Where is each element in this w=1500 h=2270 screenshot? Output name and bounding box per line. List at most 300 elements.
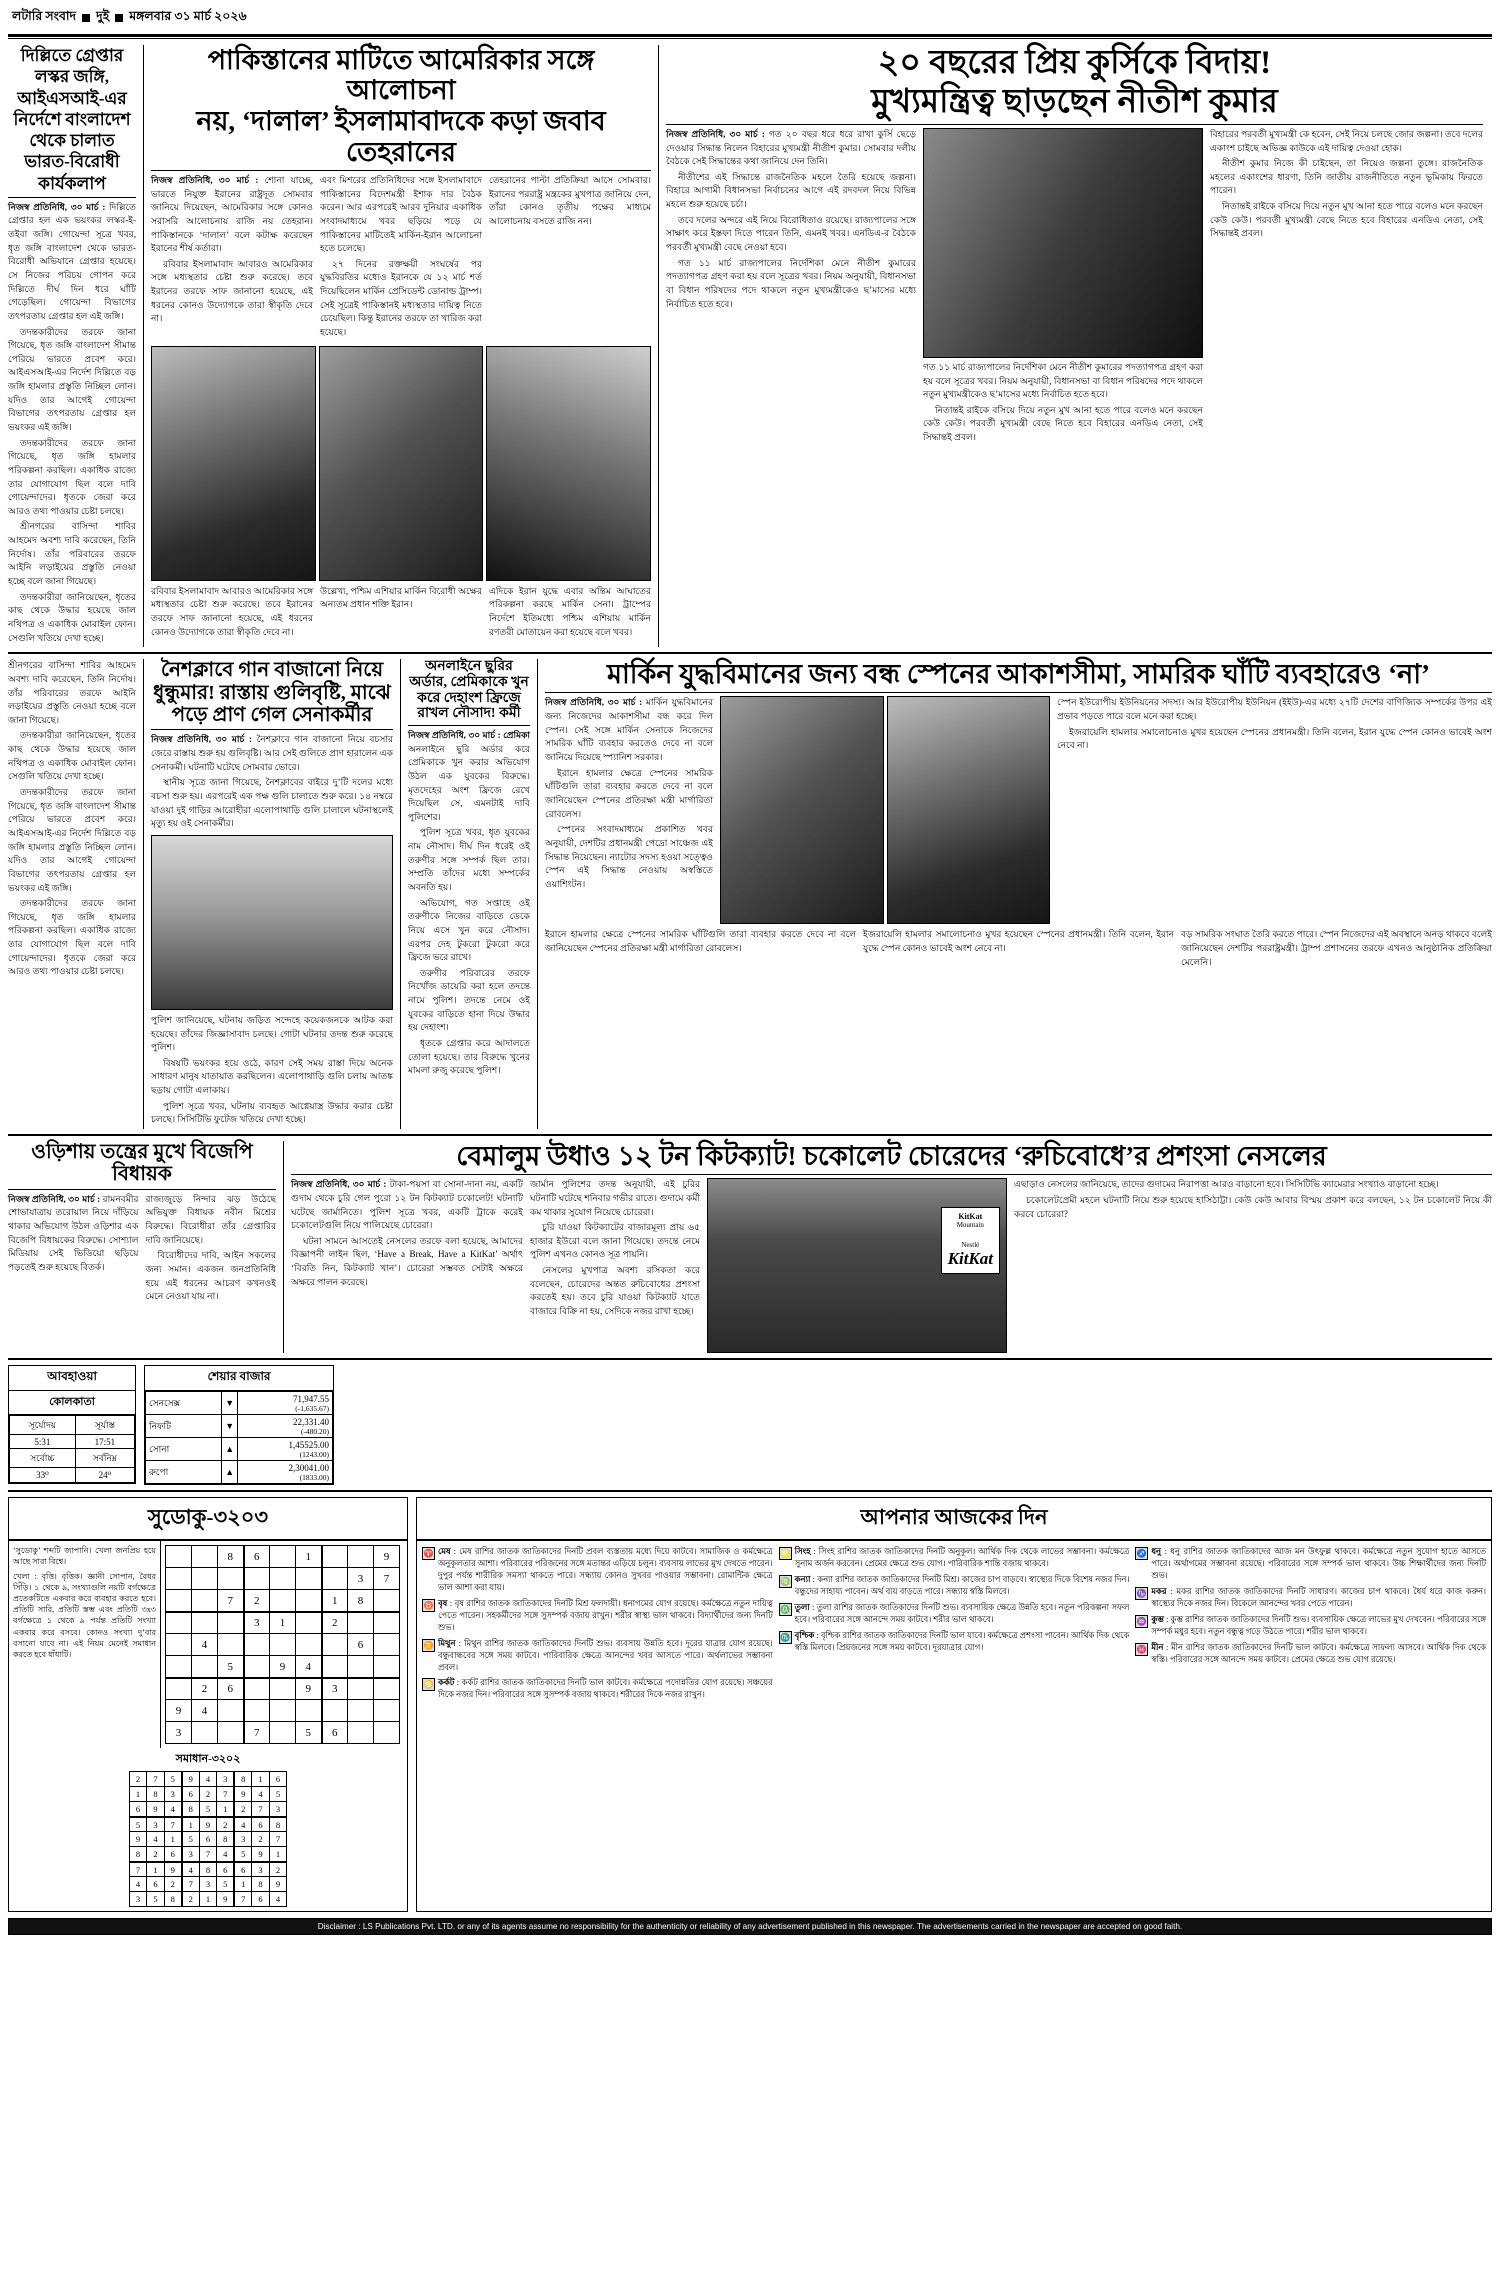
solution-cell: 9 <box>164 1862 182 1877</box>
solution-cell: 2 <box>164 1877 182 1892</box>
paragraph: অনলাইনে ছুরি অর্ডার করে প্রেমিকাকে খুন করার অভিযোগ উঠল এক যুবকের বিরুদ্ধে। মৃতদেহের অংশ ফ্রিজে রেখে দিয়েছিল সে, এমনটাই দাবি পুলিশের। <box>408 743 530 822</box>
paragraph: ২৭ দিনের রক্তক্ষয়ী সংঘর্ষের পর যুদ্ধবিরতির মধ্যেও ইরানকে যে ১২ মার্চ শর্ত দিয়েছিলেন মার্কিন প্রেসিডেন্ট ডোনাল্ড ট্রাম্প। সেই সূত্রেই পাকিস্তানই মধ্যস্থতার দায়িত্ব নিতে চেয়েছিল। কিন্তু ইরানের তরফে তা খারিজ করা হয়েছে। <box>320 258 482 337</box>
photo-trump-portrait <box>887 696 1051 924</box>
paragraph: তদন্তকারীদের তরফে জানা গিয়েছে, ধৃত জঙ্গি হামলার পরিকল্পনা করছিল। একাধিক রাজ্যে তার যোগাযোগ ছিল বলে দাবি গোয়েন্দাদের। ধৃতকে জেরা করে আরও তথ্য পাওয়ার চেষ্টা চলছে। <box>8 437 136 516</box>
sudoku-cell[interactable] <box>322 1568 348 1590</box>
sudoku-cell[interactable] <box>270 1568 296 1590</box>
horoscope-item: ♉ বৃষ : বৃষ রাশির জাতক জাতিকাদের দিনটি মিশ্র ফলদায়ী। ধনাগমের যোগ রয়েছে। কর্মক্ষেত্রে নতুন দায়িত্ব পেতে পারেন। সহকর্মীদের সঙ্গে সুসম্পর্ক বজায় রাখুন। শরীর স্বাস্থ্য ভাল থাকবে। বিদ্যার্থীদের জন্য দিনটি শুভ। <box>423 1598 773 1632</box>
nitish-col-2 <box>923 361 1203 445</box>
sudoku-row <box>166 1722 400 1744</box>
solution-cell: 1 <box>252 1772 270 1787</box>
paragraph: এদিকে ইরান যুদ্ধে এবার অন্তিম আঘাতের পরিকল্পনা করছে মার্কিন সেনা। ট্রাম্পের নির্দেশে ইতিমধ্যে পশ্চিম এশিয়ায় মার্কিন রণতরী মোতায়েন করা হয়েছে বলে খবর। <box>489 585 651 637</box>
spain-col-5 <box>863 928 1174 971</box>
sudoku-cell[interactable] <box>296 1634 322 1656</box>
paragraph: এছাড়াও নেসলের জানিয়েছে, তাদের গুদামের নিরাপত্তা আরও বাড়ানো হবে। সিসিটিভি ক্যামেরার সংখ্যাও বাড়ানো হচ্ছে। <box>1014 1179 1439 1190</box>
index-name: সেনসেক্স <box>146 1392 222 1415</box>
solution-cell: 3 <box>269 1802 287 1817</box>
sudoku-cell[interactable] <box>166 1634 192 1656</box>
sudoku-cell[interactable]: 4 <box>296 1656 322 1678</box>
sudoku-cell[interactable]: 2 <box>322 1612 348 1634</box>
sudoku-cell[interactable] <box>270 1546 296 1568</box>
byline: নিজস্ব প্রতিনিধি, ৩০ মার্চ : <box>151 734 252 745</box>
sudoku-cell[interactable] <box>244 1700 270 1722</box>
iran-col-1 <box>151 174 313 342</box>
solution-cell: 4 <box>129 1877 147 1892</box>
sudoku-cell[interactable]: 1 <box>270 1612 296 1634</box>
sudoku-cell[interactable] <box>218 1722 244 1744</box>
kitkat-story <box>283 1141 1492 1353</box>
solution-cell: 5 <box>199 1802 217 1817</box>
zodiac-sign-name: মেষ <box>438 1547 451 1557</box>
zodiac-text: মিথুন রাশির জাতক জাতিকাদের দিনটি শুভ। ব্যবসায় উন্নতি হবে। দূরের যাত্রার যোগ রয়েছে। বন্ধুবান্ধবের সঙ্গে সময় কাটবে। পারিবারিক ক্ষেত্রে আনন্দের খবর আসতে পারে। অর্থলাভের সম্ভাবনা প্রবল। <box>438 1638 773 1672</box>
photo-nitish-kumar <box>923 128 1203 358</box>
paragraph: তদন্তকারীদের তরফে জানা গিয়েছে, ধৃত জঙ্গি হামলার পরিকল্পনা করছিল। একাধিক রাজ্যে তার যোগাযোগ ছিল বলে দাবি গোয়েন্দাদের। ধৃতকে জেরা করে আরও তথ্য পাওয়ার চেষ্টা চলছে। <box>8 898 136 977</box>
sudoku-cell[interactable]: 6 <box>218 1678 244 1700</box>
solution-cell: 1 <box>199 1892 217 1907</box>
spain-airspace-story <box>537 659 1492 1129</box>
zodiac-text: কন্যা রাশির জাতক জাতিকাদের দিনটি মিশ্র। কাজের চাপ বাড়বে। স্বাস্থ্যের দিকে বিশেষ নজর দিন। বন্ধুদের সাহায্য পাবেন। অর্থ ব্যয় বাড়তে পারে। সন্ধ্যায় স্বস্তি মিলবে। <box>794 1575 1130 1597</box>
publication-date: মঙ্গলবার ৩১ মার্চ ২০২৬ <box>129 9 247 23</box>
table-row <box>10 1416 135 1435</box>
paragraph: তদন্তকারীরা জানিয়েছেন, ধৃতের কাছ থেকে উদ্ধার হয়েছে জাল নথিপত্র ও একাধিক মোবাইল ফোন। সেগুলি খতিয়ে দেখা হচ্ছে। <box>8 591 136 643</box>
sudoku-cell[interactable] <box>348 1700 374 1722</box>
zodiac-libra-icon: ♎ <box>779 1603 792 1616</box>
solution-cell: 6 <box>199 1832 217 1847</box>
paragraph: বড় সামরিক সংঘাত তৈরি করতে পারে। স্পেন নিজেদের এই অবস্থানে অনড় থাকবে বলেই জানিয়েছেন দেশটির পররাষ্ট্রমন্ত্রী। ট্রাম্প প্রশাসনের তরফে এখনও আনুষ্ঠানিক প্রতিক্রিয়া মেলেনি। <box>1181 929 1492 967</box>
sudoku-cell[interactable]: 1 <box>296 1546 322 1568</box>
odisha-story <box>8 1141 276 1353</box>
photo-gun-firing <box>151 835 393 1010</box>
sudoku-cell[interactable] <box>374 1590 400 1612</box>
index-value: 71,947.55 <box>293 1393 329 1404</box>
divider <box>8 1189 276 1190</box>
solution-cell: 8 <box>129 1847 147 1862</box>
solution-cell: 6 <box>182 1787 200 1802</box>
sudoku-row <box>166 1634 400 1656</box>
zodiac-text: কুম্ভ রাশির জাতক জাতিকাদের দিনটি শুভ। ব্যবসায়িক ক্ষেত্রে লাভের মুখ দেখবেন। পরিবারের সঙ্গে সম্পর্ক মধুর হবে। নতুন বন্ধুত্ব গড়ে উঠতে পারে। শরীর ভাল থাকবে। <box>1151 1614 1487 1636</box>
solution-cell: 1 <box>234 1877 252 1892</box>
solution-cell: 1 <box>182 1817 200 1832</box>
sudoku-row <box>166 1546 400 1568</box>
sudoku-solution-grid <box>129 1771 288 1907</box>
solution-cell: 9 <box>182 1772 200 1787</box>
solution-cell: 7 <box>129 1862 147 1877</box>
solution-cell: 1 <box>217 1802 235 1817</box>
sudoku-cell[interactable] <box>166 1656 192 1678</box>
sudoku-cell[interactable] <box>348 1546 374 1568</box>
sudoku-cell[interactable] <box>244 1656 270 1678</box>
sudoku-cell[interactable]: 5 <box>296 1722 322 1744</box>
sudoku-cell[interactable]: 4 <box>192 1700 218 1722</box>
paragraph: ইজরায়েলি হামলার সমালোচনাও মুখর হয়েছেন স্পেনের প্রধানমন্ত্রী। তিনি বলেন, ইরান যুদ্ধে স্পেন কোনও ভাবেই অংশ নেবে না। <box>863 929 1174 954</box>
iran-col-2 <box>320 174 482 342</box>
sudoku-title: সুডোকু-৩২০৩ <box>9 1498 407 1541</box>
solution-cell: 8 <box>269 1817 287 1832</box>
fridge-murder-headline: অনলাইনে ছুরির অর্ডার, প্রেমিকাকে খুন করে দেহাংশ ফ্রিজে রাখল নৌসাদ! কর্মী <box>409 659 529 722</box>
paragraph: গত ১১ মার্চ রাজ্যপালের নির্দেশিকা মেনে নীতীশ কুমারের পদত্যাগপত্র গ্রহণ করা হয় বলে সূত্রের খবর। নিয়ম অনুযায়ী, বিধানসভা বা বিধান পরিষদের পদে থাকলে নতুন মুখ্যমন্ত্রীকেও ছ’মাসের মধ্যে নির্বাচিত হতে হবে। <box>923 361 1203 400</box>
horoscope-item: ♎ তুলা : তুলা রাশির জাতক জাতিকাদের দিনটি শুভ। ব্যবসায়িক ক্ষেত্রে উন্নতি হবে। নতুন পরিকল্পনা সফল হবে। পরিবারের সঙ্গে আনন্দে সময় কাটবে। শরীর ভাল থাকবে। <box>780 1602 1130 1624</box>
zodiac-scorpio-icon: ♏ <box>779 1631 792 1644</box>
paragraph: গত ২০ বছর ধরে ধরে রাখা কুর্সি ছেড়ে দেওয়ার সিদ্ধান্ত নিলেন বিহারের মুখ্যমন্ত্রী নীতীশ কুমার। সোমবার দলীয় বৈঠকে সেই সিদ্ধান্তের কথা জানিয়ে দেন তিনি। <box>666 128 916 167</box>
paragraph: ইরানে হামলার ক্ষেত্রে স্পেনের সামরিক ঘাঁটিগুলি তারা ব্যবহার করতে দেবে না বলে জানিয়েছেন স্পেনের প্রতিরক্ষা মন্ত্রী মার্গারিতা রোবলেস। <box>545 929 856 954</box>
disclaimer-bar: Disclaimer : LS Publications Pvt. LTD. or any of its agents assume no responsibility for the authenticity or reliability of any advertisement published in this newspaper. The advertisements carried in the newspaper are accepted on good faith. <box>8 1918 1492 1935</box>
masthead-rule-thin <box>8 38 1492 39</box>
spain-col-6 <box>1181 928 1492 971</box>
sudoku-cell[interactable]: 1 <box>322 1590 348 1612</box>
sudoku-cell[interactable] <box>374 1656 400 1678</box>
sudoku-cell[interactable]: 3 <box>348 1568 374 1590</box>
horoscope-box <box>416 1497 1492 1912</box>
zodiac-sign-name: কর্কট <box>438 1678 455 1688</box>
solution-cell: 8 <box>164 1892 182 1907</box>
paragraph: রবিবার ইসলামাবাদ আবারও আমেরিকার সঙ্গে মধ্যস্থতার চেষ্টা শুরু করেছে। তবে ইরানের তরফে সাফ জানানো হয়েছে, এই ধরনের কোনও উদ্যোগকে তারা স্বীকৃতি দেবে না। <box>151 585 313 637</box>
zodiac-sign-name: বৃষ <box>438 1598 448 1608</box>
sudoku-cell[interactable] <box>192 1590 218 1612</box>
byline: নিজস্ব প্রতিনিধি, ৩০ মার্চ : <box>545 697 643 708</box>
zodiac-text: বৃষ রাশির জাতক জাতিকাদের দিনটি মিশ্র ফলদায়ী। ধনাগমের যোগ রয়েছে। কর্মক্ষেত্রে নতুন দায়িত্ব পেতে পারেন। সহকর্মীদের সঙ্গে সুসম্পর্ক বজায় রাখুন। শরীর স্বাস্থ্য ভাল থাকবে। বিদ্যার্থীদের জন্য দিনটি শুভ। <box>438 1598 773 1632</box>
solution-cell: 5 <box>147 1892 165 1907</box>
solution-cell: 8 <box>182 1802 200 1817</box>
sudoku-cell[interactable]: 7 <box>244 1722 270 1744</box>
solution-cell: 7 <box>182 1877 200 1892</box>
paragraph: মার্কিন যুদ্ধবিমানের জন্য নিজেদের আকাশসীমা বন্ধ করে দিল স্পেন। সেই সঙ্গে মার্কিন সেনাকে নিজেদের সামরিক ঘাঁটি ব্যবহার করতেও দেবে না বলে জানিয়ে দিয়েছে স্প্যানিশ সরকার। <box>545 697 713 763</box>
table-row <box>146 1415 333 1438</box>
sudoku-cell[interactable]: 4 <box>192 1634 218 1656</box>
nitish-col-1 <box>666 128 916 311</box>
horoscope-item: ♒ কুম্ভ : কুম্ভ রাশির জাতক জাতিকাদের দিনটি শুভ। ব্যবসায়িক ক্ষেত্রে লাভের মুখ দেখবেন। পরিবারের সঙ্গে সম্পর্ক মধুর হবে। নতুন বন্ধুত্ব গড়ে উঠতে পারে। শরীর ভাল থাকবে। <box>1136 1614 1487 1636</box>
sudoku-cell[interactable] <box>166 1612 192 1634</box>
paragraph: ইজরায়েলি হামলার সমালোচনাও মুখর হয়েছেন স্পেনের প্রধানমন্ত্রী। তিনি বলেন, ইরান যুদ্ধে স্পেন কোনও ভাবেই অংশ নেবে না। <box>1057 726 1492 751</box>
paragraph: নীতীশের এই সিদ্ধান্তে রাজনৈতিক মহলে তৈরি হয়েছে জল্পনা। বিহারে আগামী বিধানসভা নির্বাচনের আগে এই রদবদল নিয়ে বিভিন্ন মহলে শুরু হয়েছে চর্চা। <box>666 171 916 210</box>
solution-cell: 7 <box>252 1802 270 1817</box>
solution-cell: 3 <box>199 1877 217 1892</box>
zodiac-sign-name: কন্যা <box>794 1575 811 1585</box>
sudoku-cell[interactable] <box>218 1612 244 1634</box>
solution-cell: 1 <box>147 1862 165 1877</box>
solution-row <box>129 1862 287 1877</box>
solution-cell: 3 <box>182 1847 200 1862</box>
solution-cell: 7 <box>199 1847 217 1862</box>
sudoku-cell[interactable] <box>244 1568 270 1590</box>
sudoku-cell[interactable]: 9 <box>166 1700 192 1722</box>
paragraph: তেহরানের পাল্টা প্রতিক্রিয়া আসে সোমবার। ইরানের পররাষ্ট্র মন্ত্রকের মুখপাত্র জানিয়ে দেন, তাঁরা কোনও তৃতীয় পক্ষের মাধ্যমে আলোচনায় বসতে রাজি নন। <box>489 174 651 226</box>
paragraph: গত ১১ মার্চ রাজ্যপালের নির্দেশিকা মেনে নীতীশ কুমারের পদত্যাগপত্র গ্রহণ করা হয় বলে সূত্রের খবর। নিয়ম অনুযায়ী, বিধানসভা বা বিধান পরিষদের পদে থাকলে নতুন মুখ্যমন্ত্রীকেও ছ’মাসের মধ্যে নির্বাচিত হতে হবে। <box>666 257 916 309</box>
sudoku-cell[interactable] <box>296 1700 322 1722</box>
sudoku-cell[interactable] <box>322 1634 348 1656</box>
zodiac-sign-name: কুম্ভ <box>1151 1614 1164 1624</box>
sudoku-cell[interactable] <box>348 1678 374 1700</box>
commodity-value: 1,45525.00 <box>288 1439 329 1450</box>
fridge-murder-story <box>400 659 530 1129</box>
photo-donald-trump <box>486 346 651 581</box>
arrow-down-icon: ▼ <box>222 1415 238 1438</box>
sudoku-cell[interactable] <box>270 1634 296 1656</box>
paragraph: তদন্তকারীদের তরফে জানা গিয়েছে, ধৃত জঙ্গি বাংলাদেশ সীমান্ত পেরিয়ে ভারতে প্রবেশ করে। আইএসআই-এর নির্দেশ দিল্লিতে বড় জঙ্গি হামলার প্রস্তুতি নিচ্ছিল লোন। যদিও তার আগেই গোয়েন্দা বিভাগের তৎপরতায় গ্রেপ্তার হল ভয়ংকর এই জঙ্গি। <box>8 787 136 893</box>
divider <box>151 170 651 171</box>
sudoku-cell[interactable]: 9 <box>374 1546 400 1568</box>
zodiac-cancer-icon: ♋ <box>422 1678 435 1691</box>
spain-col-1 <box>545 696 713 891</box>
solution-cell: 9 <box>129 1832 147 1847</box>
iran-col-6 <box>489 585 651 642</box>
solution-cell: 9 <box>269 1877 287 1892</box>
section-divider <box>8 652 1492 654</box>
sudoku-row <box>166 1568 400 1590</box>
kitkat-pack-label <box>941 1207 1000 1274</box>
nightclub-headline: নৈশক্লাবে গান বাজানো নিয়ে ধুন্ধুমার! রাস্তায় গুলিবৃষ্টি, মাঝে পড়ে প্রাণ গেল সেনাকর্মীর <box>153 659 391 727</box>
masthead-rule-thick <box>8 34 1492 37</box>
paragraph: উল্লেখ্য, পশ্চিম এশিয়ার মার্কিন বিরোধী অক্ষের অন্যতম প্রধান শক্তি ইরান। <box>320 585 482 610</box>
sudoku-cell[interactable]: 6 <box>244 1546 270 1568</box>
solution-cell: 6 <box>147 1877 165 1892</box>
paragraph: চুরি যাওয়া কিটক্যাটের বাজারমূল্য প্রায় ৬৫ হাজার ইউরো বলে জানা গিয়েছে। তদন্তে নেমে পুলিশ এখনও কোনও সূত্র পায়নি। <box>530 1222 700 1260</box>
paragraph: বিষয়টি ভয়ংকর হয়ে ওঠে, কারণ সেই সময় রাস্তা দিয়ে অনেক সাধারণ মানুষ যাতায়াত করছিলেন। এলোপাথাড়ি গুলি চলায় আতঙ্ক ছড়ায় গোটা এলাকায়। <box>151 1057 393 1096</box>
sudoku-cell[interactable]: 6 <box>322 1722 348 1744</box>
sudoku-cell[interactable] <box>244 1634 270 1656</box>
sudoku-cell[interactable]: 9 <box>270 1656 296 1678</box>
sudoku-cell[interactable]: 7 <box>218 1590 244 1612</box>
iran-headline-line1: পাকিস্তানের মাটিতে আমেরিকার সঙ্গে আলোচনা <box>207 45 595 106</box>
zodiac-virgo-icon: ♍ <box>779 1575 792 1588</box>
zodiac-sign-name: বৃশ্চিক <box>794 1630 815 1640</box>
sudoku-cell[interactable] <box>322 1700 348 1722</box>
sunrise-value: 5:31 <box>10 1435 76 1449</box>
mid-section <box>8 659 1492 1129</box>
weather-box <box>8 1365 136 1484</box>
sudoku-cell[interactable] <box>374 1722 400 1744</box>
commodity-name: রুপো <box>146 1461 222 1484</box>
sudoku-cell[interactable] <box>374 1700 400 1722</box>
kitkat-col-1 <box>291 1178 523 1353</box>
solution-cell: 4 <box>164 1802 182 1817</box>
solution-cell: 9 <box>217 1892 235 1907</box>
zodiac-sign-name: তুলা <box>794 1602 810 1612</box>
sudoku-row <box>166 1656 400 1678</box>
paper-name: লটারি সংবাদ <box>12 9 77 23</box>
solution-cell: 5 <box>234 1847 252 1862</box>
top-section <box>8 45 1492 647</box>
sudoku-cell[interactable]: 6 <box>348 1634 374 1656</box>
byline: নিজস্ব প্রতিনিধি, ৩০ মার্চ : <box>291 1179 387 1190</box>
commodity-value: 2,30041.00 <box>288 1462 329 1473</box>
solution-cell: 2 <box>269 1862 287 1877</box>
iran-photo-row <box>151 346 651 581</box>
zodiac-text: মকর রাশির জাতক জাতিকাদের দিনটি সাধারণ। কাজের চাপ থাকবে। ধৈর্য ধরে কাজ করুন। স্বাস্থ্যের দিকে নজর দিন। বিকেলে আনন্দের খবর পেতে পারেন। <box>1151 1587 1487 1608</box>
horoscope-item: ♐ ধনু : ধনু রাশির জাতক জাতিকাদের আজ মন উৎফুল্ল থাকবে। কর্মক্ষেত্রে নতুন সুযোগ হাতে আসতে পারে। অর্থাগমের সম্ভাবনা রয়েছে। পরিবারের সঙ্গে সম্পর্ক ভাল থাকবে। উচ্চ শিক্ষার্থীদের জন্য দিনটি শুভ। <box>1136 1547 1487 1581</box>
sudoku-row <box>166 1590 400 1612</box>
paragraph: শ্রীনগরের বাসিন্দা শাবির আহমেদ অবশ্য দাবি করেছেন, তিনি নির্দোষ। তাঁর পরিবারের তরফে আইনি লড়াইয়ের প্রস্তুতি নেওয়া হচ্ছে বলে জানা গিয়েছে। <box>8 660 136 725</box>
sudoku-cell[interactable] <box>270 1590 296 1612</box>
sudoku-cell[interactable] <box>296 1612 322 1634</box>
paragraph: তবে দলের অন্দরে এই নিয়ে বিরোধিতাও রয়েছে। রাজ্যপালের সঙ্গে সাক্ষাৎ করে ইস্তফা দিতে পারেন তিনি, এমনই খবর। এনডিএ-র বৈঠকে পরবর্তী মুখ্যমন্ত্রী বেছে নেওয়া হবে। <box>666 214 916 253</box>
nightclub-shooting-story <box>143 659 393 1129</box>
sudoku-cell[interactable]: 2 <box>192 1678 218 1700</box>
sudoku-cell[interactable] <box>348 1612 374 1634</box>
divider <box>408 725 530 726</box>
sudoku-cell[interactable] <box>374 1612 400 1634</box>
sudoku-cell[interactable]: 8 <box>348 1590 374 1612</box>
sudoku-cell[interactable] <box>296 1590 322 1612</box>
paragraph: ঘটনা সামনে আসতেই নেসলের তরফে বলা হয়েছে, আমাদের বিজ্ঞাপনী লাইন ছিল, ‘Have a Break, Have a KitKat’ অর্থাৎ ‘বিরতি নিন, কিটক্যাট খান’। চোরেরা সম্ভবত সেটাই অক্ষরে অক্ষরে পালন করেছে। <box>291 1235 523 1287</box>
sudoku-cell[interactable] <box>270 1700 296 1722</box>
horoscope-title: আপনার আজকের দিন <box>417 1498 1491 1541</box>
left-rail-story <box>8 45 136 647</box>
kitkat-label-sub: Mountain <box>956 1221 984 1230</box>
sudoku-cell[interactable]: 8 <box>218 1546 244 1568</box>
solution-cell: 5 <box>164 1772 182 1787</box>
solution-cell: 2 <box>182 1892 200 1907</box>
sudoku-cell[interactable] <box>322 1656 348 1678</box>
sudoku-cell[interactable] <box>218 1634 244 1656</box>
solution-cell: 2 <box>199 1787 217 1802</box>
nitish-lead-story <box>658 45 1483 647</box>
solution-row <box>129 1877 287 1892</box>
horoscope-item: ♍ কন্যা : কন্যা রাশির জাতক জাতিকাদের দিনটি মিশ্র। কাজের চাপ বাড়বে। স্বাস্থ্যের দিকে বিশেষ নজর দিন। বন্ধুদের সাহায্য পাবেন। অর্থ ব্যয় বাড়তে পারে। সন্ধ্যায় স্বস্তি মিলবে। <box>780 1575 1130 1597</box>
sudoku-cell[interactable]: 9 <box>296 1678 322 1700</box>
solution-row <box>129 1847 287 1862</box>
sudoku-cell[interactable]: 2 <box>244 1590 270 1612</box>
photo-iran-cleric <box>319 346 484 581</box>
square-bullet-icon <box>115 14 123 22</box>
paragraph: নেসলের মুখপাত্র অবশ্য রসিকতা করে বলেছেন, চোরেদের অন্তত রুচিবোধের প্রশংসা করতেই হয়। তবে চুরি যাওয়া কিটক্যাট যাতে বাজারে বিক্রি না হয়, সেদিকে নজর রাখা হচ্ছে। <box>530 1265 700 1317</box>
sudoku-cell[interactable] <box>192 1568 218 1590</box>
solution-cell: 7 <box>164 1817 182 1832</box>
kitkat-wordmark: KitKat <box>947 1249 993 1269</box>
solution-cell: 1 <box>129 1787 147 1802</box>
sudoku-cell[interactable] <box>244 1678 270 1700</box>
solution-cell: 7 <box>147 1772 165 1787</box>
sudoku-cell[interactable]: 3 <box>322 1678 348 1700</box>
sudoku-cell[interactable] <box>166 1568 192 1590</box>
max-temp-value: 33⁰ <box>10 1468 76 1483</box>
zodiac-taurus-icon: ♉ <box>422 1599 435 1612</box>
paragraph: তদন্তকারীদের তরফে জানা গিয়েছে, ধৃত জঙ্গি বাংলাদেশ সীমান্ত পেরিয়ে ভারতে প্রবেশ করে। আইএসআই-এর নির্দেশ দিল্লিতে বড় জঙ্গি হামলার প্রস্তুতি নিচ্ছিল লোন। যদিও তার আগেই গোয়েন্দা বিভাগের তৎপরতায় গ্রেপ্তার হল ভয়ংকর এই জঙ্গি। <box>8 326 136 432</box>
solution-cell: 7 <box>234 1892 252 1907</box>
paragraph: পুলিশ সূত্রে খবর, ঘটনায় ব্যবহৃত আগ্নেয়াস্ত্র উদ্ধার করার চেষ্টা চলছে। সিসিটিভি ফুটেজ খতিয়ে দেখা হচ্ছে। <box>151 1100 393 1125</box>
iran-col-5 <box>320 585 482 642</box>
sudoku-cell[interactable] <box>270 1722 296 1744</box>
solution-cell: 5 <box>129 1817 147 1832</box>
paragraph: রামনবমীর শোভাযাত্রায় তরোয়াল নিয়ে দাঁড়িয়ে থাকার অভিযোগ উঠল ওড়িশার এক বিজেপি বিধায়কের বিরুদ্ধে। সোশ্যাল মিডিয়ায় সেই ভিডিয়ো ছড়িয়ে পড়তেই শুরু হয়েছে বিতর্ক। <box>8 1193 139 1273</box>
index-change: (-1,635.67) <box>295 1403 329 1413</box>
sudoku-cell[interactable] <box>166 1678 192 1700</box>
sudoku-solution-title: সমাধান-৩২০২ <box>175 1753 241 1766</box>
divider <box>151 729 393 730</box>
solution-cell: 8 <box>217 1832 235 1847</box>
zodiac-pisces-icon: ♓ <box>1135 1643 1148 1656</box>
sudoku-cell[interactable] <box>218 1568 244 1590</box>
solution-cell: 4 <box>217 1847 235 1862</box>
sudoku-grid[interactable] <box>165 1545 400 1744</box>
index-change: (-480.20) <box>300 1426 329 1436</box>
bottom-news-section <box>8 1141 1492 1353</box>
solution-cell: 9 <box>199 1817 217 1832</box>
iran-col-4 <box>151 585 313 642</box>
zodiac-sign-name: সিংহ <box>794 1547 811 1557</box>
paragraph: স্থানীয় সূত্রে জানা গিয়েছে, নৈশক্লাবের বাইরে দু’টি দলের মধ্যে বচসা শুরু হয়। এরপরেই এক পক্ষ গুলি চালাতে শুরু করে। ১৪ নম্বরে যাওয়া দুই গাড়ির আরোহীরা এলোপাথাড়ি গুলি চালালে ঘটনাস্থলেই মৃত্যু হয় ওই সেনাকর্মীর। <box>151 777 393 829</box>
nitish-col-3 <box>1210 128 1483 241</box>
table-row <box>146 1461 333 1484</box>
zodiac-text: তুলা রাশির জাতক জাতিকাদের দিনটি শুভ। ব্যবসায়িক ক্ষেত্রে উন্নতি হবে। নতুন পরিকল্পনা সফল হবে। পরিবারের সঙ্গে আনন্দে সময় কাটবে। শরীর ভাল থাকবে। <box>794 1602 1130 1624</box>
commodity-change: (1243.00) <box>299 1449 329 1459</box>
paragraph: রাজ্যজুড়ে নিন্দার ঝড় উঠেছে অভিযুক্ত বিধায়ক নবীন মিশ্রের বিরুদ্ধে। বিরোধীরা তাঁর গ্রেপ্তারির দাবি জানিয়েছে। <box>145 1193 276 1245</box>
sudoku-cell[interactable] <box>192 1546 218 1568</box>
sudoku-cell[interactable]: 3 <box>166 1722 192 1744</box>
divider <box>8 197 136 198</box>
commodity-name: সোনা <box>146 1438 222 1461</box>
zodiac-leo-icon: ♌ <box>779 1547 792 1560</box>
zodiac-text: মীন রাশির জাতক জাতিকাদের দিনটি ভাল কাটবে। কর্মক্ষেত্রে সাফল্য আসবে। আর্থিক দিক থেকে স্বস্তি। পরিবারের সঙ্গে আনন্দে সময় কাটবে। প্রেমের ক্ষেত্রে শুভ যোগ রয়েছে। <box>1151 1642 1487 1664</box>
nitish-headline-line2: মুখ্যমন্ত্রিত্ব ছাড়ছেন নীতীশ কুমার <box>871 83 1278 120</box>
nightclub-body <box>151 1014 393 1127</box>
sudoku-cell[interactable] <box>374 1678 400 1700</box>
sudoku-row <box>166 1700 400 1722</box>
sudoku-cell[interactable] <box>192 1612 218 1634</box>
paragraph: পুলিশ জানিয়েছে, ঘটনায় জড়িত সন্দেহে কয়েকজনকে আটক করা হয়েছে। তাঁদের জিজ্ঞাসাবাদ চলছে। গোটা ঘটনার তদন্ত শুরু করেছে পুলিশ। <box>151 1014 393 1053</box>
solution-cell: 8 <box>199 1862 217 1877</box>
sudoku-cell[interactable] <box>348 1656 374 1678</box>
sudoku-cell[interactable] <box>218 1700 244 1722</box>
sudoku-cell[interactable] <box>166 1590 192 1612</box>
sudoku-cell[interactable] <box>374 1634 400 1656</box>
sudoku-cell[interactable] <box>192 1656 218 1678</box>
solution-cell: 8 <box>147 1787 165 1802</box>
table-row <box>146 1392 333 1415</box>
sudoku-row <box>166 1678 400 1700</box>
sudoku-cell[interactable] <box>348 1722 374 1744</box>
sudoku-cell[interactable]: 5 <box>218 1656 244 1678</box>
solution-cell: 4 <box>234 1817 252 1832</box>
zodiac-sign-name: মীন <box>1151 1642 1164 1652</box>
market-title: শেয়ার বাজার <box>145 1366 333 1391</box>
paragraph: বিরোধীদের দাবি, আইন সকলের জন্য সমান। একজন জনপ্রতিনিধি হয়ে এই ধরনের আচরণ কখনওই মেনে নেওয়া যায় না। <box>145 1250 276 1302</box>
horoscope-item: ♋ কর্কট : কর্কট রাশির জাতক জাতিকাদের দিনটি ভাল কাটবে। কর্মক্ষেত্রে পদোন্নতির যোগ রয়েছে। সঞ্চয়ের দিকে নজর দিন। পরিবারের সঙ্গে সুসম্পর্ক বজায় থাকবে। শরীরের দিকে নজর রাখুন। <box>423 1678 773 1700</box>
sudoku-cell[interactable] <box>296 1568 322 1590</box>
section-divider-4 <box>8 1490 1492 1492</box>
table-row <box>10 1468 135 1483</box>
sudoku-cell[interactable] <box>166 1546 192 1568</box>
iran-headline-line2: নয়, ‘দালাল’ ইসলামাবাদকে কড়া জবাব তেহরানের <box>196 106 606 167</box>
divider <box>666 124 1483 125</box>
solution-cell: 6 <box>164 1847 182 1862</box>
nightclub-intro <box>151 733 393 830</box>
photo-pedro-sanchez <box>720 696 884 924</box>
sudoku-cell[interactable]: 7 <box>374 1568 400 1590</box>
zodiac-sign-name: মিথুন <box>438 1638 456 1648</box>
solution-cell: 3 <box>234 1832 252 1847</box>
paragraph: অভিযোগ, গত সপ্তাহে ওই তরুণীকে নিজের বাড়িতে ডেকে নিয়ে এসে খুন করে নৌসাদ। এরপর দেহ টুকরো টুকরো করে ফ্রিজে ভরে রাখে। <box>408 897 530 963</box>
min-temp-value: 24⁰ <box>75 1468 134 1483</box>
kitkat-headline: বেমালুম উধাও ১২ টন কিটক্যাট! চকোলেট চোরেদের ‘রুচিবোধে’র প্রশংসা নেসলের <box>456 1141 1327 1172</box>
section-divider-3 <box>8 1358 1492 1360</box>
solution-row <box>129 1772 287 1787</box>
nestle-brand-label: Nestlé <box>961 1241 980 1250</box>
sudoku-cell[interactable] <box>192 1722 218 1744</box>
left-rail-body <box>8 201 136 646</box>
paragraph: ধৃতকে গ্রেপ্তার করে আদালতে তোলা হয়েছে। তার বিরুদ্ধে খুনের মামলা রুজু করেছে পুলিশ। <box>408 1038 530 1076</box>
sudoku-cell[interactable]: 3 <box>244 1612 270 1634</box>
paragraph: নীতীশ কুমার নিজে কী চাইছেন, তা নিয়েও জল্পনা তুঙ্গে। রাজনৈতিক মহলের একাংশের ধারণা, তিনি জাতীয় রাজনীতিতে নতুন ভূমিকায় ফিরতে পারেন। <box>1210 158 1483 196</box>
sudoku-cell[interactable] <box>270 1678 296 1700</box>
weather-table <box>9 1415 135 1483</box>
zodiac-text: কর্কট রাশির জাতক জাতিকাদের দিনটি ভাল কাটবে। কর্মক্ষেত্রে পদোন্নতির যোগ রয়েছে। সঞ্চয়ের দিকে নজর দিন। পরিবারের সঙ্গে সুসম্পর্ক বজায় থাকবে। শরীরের দিকে নজর রাখুন। <box>438 1678 773 1700</box>
paragraph: টাকা-পয়সা বা সোনা-দানা নয়, একটি গুদাম থেকে চুরি গেল পুরো ১২ টন কিটক্যাট চকোলেট! ঘটনাটি ঘটেছে জার্মানিতে। পুলিশ সূত্রে খবর, একটি ট্রাকে করেই চকোলেটগুলি নিয়ে পালিয়েছে চোরেরা। <box>291 1179 523 1231</box>
solution-cell: 7 <box>269 1832 287 1847</box>
divider <box>291 1174 1492 1175</box>
sudoku-cell[interactable] <box>322 1546 348 1568</box>
zodiac-text: ধনু রাশির জাতক জাতিকাদের আজ মন উৎফুল্ল থাকবে। কর্মক্ষেত্রে নতুন সুযোগ হাতে আসতে পারে। অর্থাগমের সম্ভাবনা রয়েছে। পরিবারের সঙ্গে সম্পর্ক ভাল থাকবে। উচ্চ শিক্ষার্থীদের জন্য দিনটি শুভ। <box>1151 1547 1487 1581</box>
solution-cell: 5 <box>182 1832 200 1847</box>
